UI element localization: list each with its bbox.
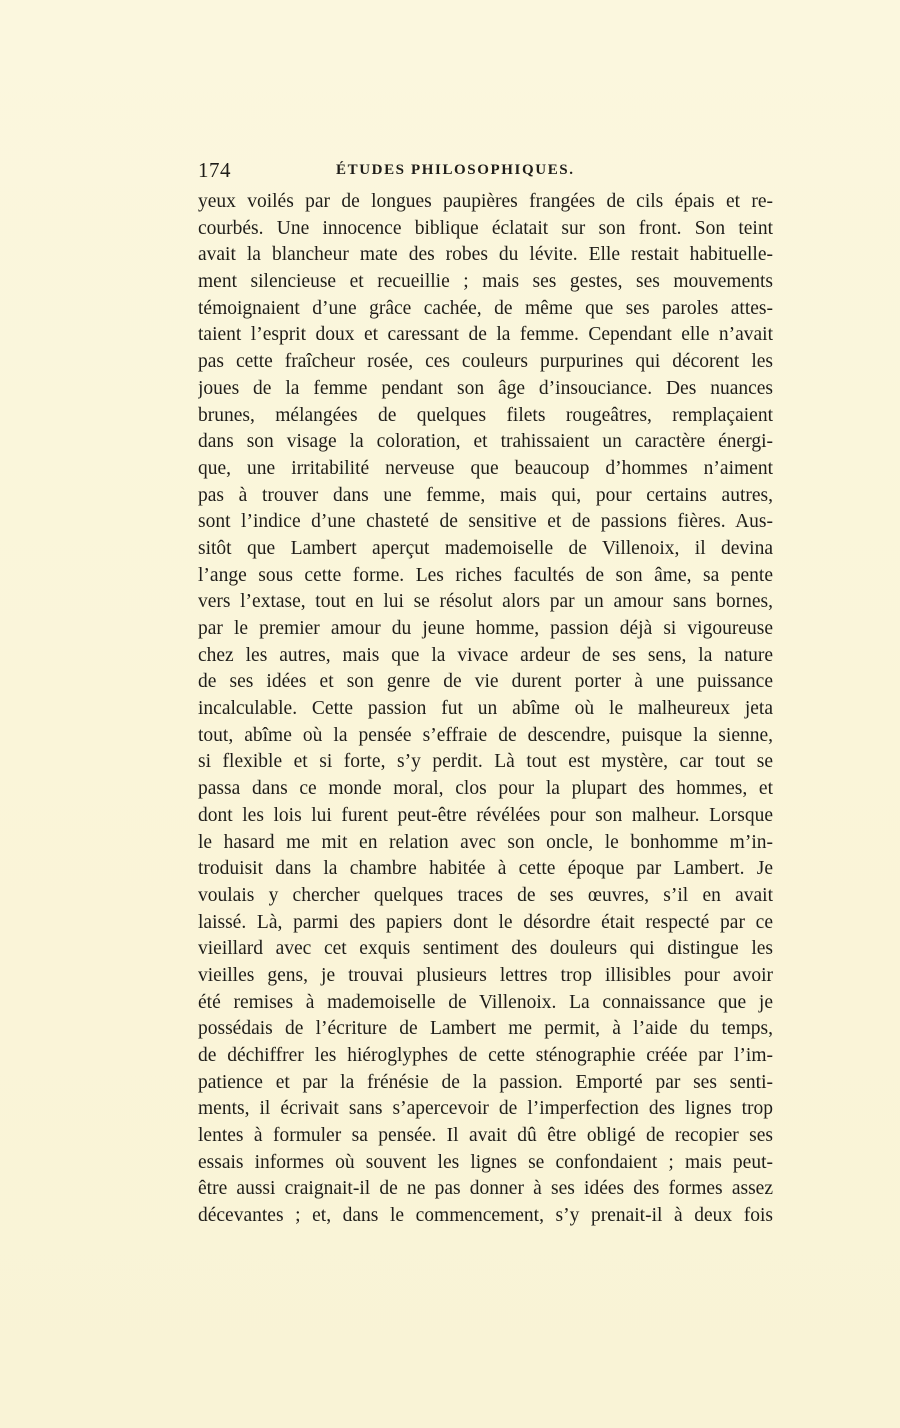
text-line: dans son visage la coloration, et trahissaient un caractère énergi- — [198, 431, 773, 453]
running-title: ÉTUDES PHILOSOPHIQUES. — [336, 162, 575, 178]
text-line: ments, il écrivait sans s’apercevoir de l’imperfection des lignes trop — [198, 1098, 773, 1120]
text-line: chez les autres, mais que la vivace ardeur de ses sens, la nature — [198, 644, 773, 666]
text-line: par le premier amour du jeune homme, passion déjà si vigoureuse — [198, 618, 773, 639]
text-line: lentes à formuler sa pensée. Il avait dû être obligé de recopier ses — [198, 1125, 773, 1147]
text-line: vers l’extase, tout en lui se résolut alors par un amour sans bornes, — [198, 591, 773, 613]
page-header — [198, 158, 772, 186]
text-line: voulais y chercher quelques traces de ses œuvres, s’il en avait — [198, 884, 773, 906]
text-line: incalculable. Cette passion fut un abîme où le malheureux jeta — [198, 698, 773, 720]
text-line: de déchiffrer les hiéroglyphes de cette sténographie créée par l’im- — [198, 1045, 773, 1066]
text-line: ment silencieuse et recueillie ; mais ses gestes, ses mouvements — [198, 271, 773, 293]
page-number: 174 — [198, 158, 231, 182]
text-line: possédais de l’écriture de Lambert me permit, à l’aide du temps, — [198, 1018, 773, 1040]
text-line: vieillard avec cet exquis sentiment des douleurs qui distingue les — [198, 938, 773, 960]
text-line: sont l’indice d’une chasteté de sensitive et de passions fières. Aus- — [198, 511, 773, 533]
text-line: sitôt que Lambert aperçut mademoiselle de Villenoix, il devina — [198, 537, 773, 559]
text-line: essais informes où souvent les lignes se confondaient ; mais peut- — [198, 1151, 773, 1173]
text-line: le hasard me mit en relation avec son oncle, le bonhomme m’in- — [198, 831, 773, 853]
text-line: taient l’esprit doux et caressant de la femme. Cependant elle n’avait — [198, 324, 773, 346]
text-line: passa dans ce monde moral, clos pour la plupart des hommes, et — [198, 778, 773, 800]
text-line: brunes, mélangées de quelques filets rougeâtres, remplaçaient — [198, 404, 773, 426]
text-line: vieilles gens, je trouvai plusieurs lettres trop illisibles pour avoir — [198, 964, 773, 986]
text-line: si flexible et si forte, s’y perdit. Là tout est mystère, car tout se — [198, 751, 773, 773]
text-line: joues de la femme pendant son âge d’insouciance. Des nuances — [198, 377, 773, 399]
text-line: patience et par la frénésie de la passion. Emporté par ses senti- — [198, 1071, 773, 1093]
text-line: troduisit dans la chambre habitée à cette époque par Lambert. Je — [198, 858, 773, 880]
text-line: dont les lois lui furent peut-être révélées pour son malheur. Lorsque — [198, 804, 773, 826]
text-line: courbés. Une innocence biblique éclatait sur son front. Son teint — [198, 217, 773, 239]
text-line: laissé. Là, parmi des papiers dont le désordre était respecté par ce — [198, 911, 773, 933]
body-text — [198, 189, 773, 1230]
text-line: tout, abîme où la pensée s’effraie de descendre, puisque la sienne, — [198, 724, 773, 746]
text-line: être aussi craignait-il de ne pas donner à ses idées des formes assez — [198, 1178, 773, 1200]
text-line: décevantes ; et, dans le commencement, s’y prenait-il à deux fois — [198, 1205, 773, 1227]
text-line: l’ange sous cette forme. Les riches facultés de son âme, sa pente — [198, 564, 773, 586]
text-line: yeux voilés par de longues paupières frangées de cils épais et re- — [198, 191, 773, 212]
text-line: témoignaient d’une grâce cachée, de même que ses paroles attes- — [198, 297, 773, 319]
text-line: de ses idées et son genre de vie durent porter à une puissance — [198, 671, 773, 693]
text-line: que, une irritabilité nerveuse que beaucoup d’hommes n’aiment — [198, 457, 773, 479]
text-line: été remises à mademoiselle de Villenoix. La connaissance que je — [198, 991, 773, 1013]
text-line: avait la blancheur mate des robes du lévite. Elle restait habituelle- — [198, 244, 773, 266]
text-line: pas cette fraîcheur rosée, ces couleurs purpurines qui décorent les — [198, 351, 773, 373]
text-line: pas à trouver dans une femme, mais qui, pour certains autres, — [198, 484, 773, 506]
